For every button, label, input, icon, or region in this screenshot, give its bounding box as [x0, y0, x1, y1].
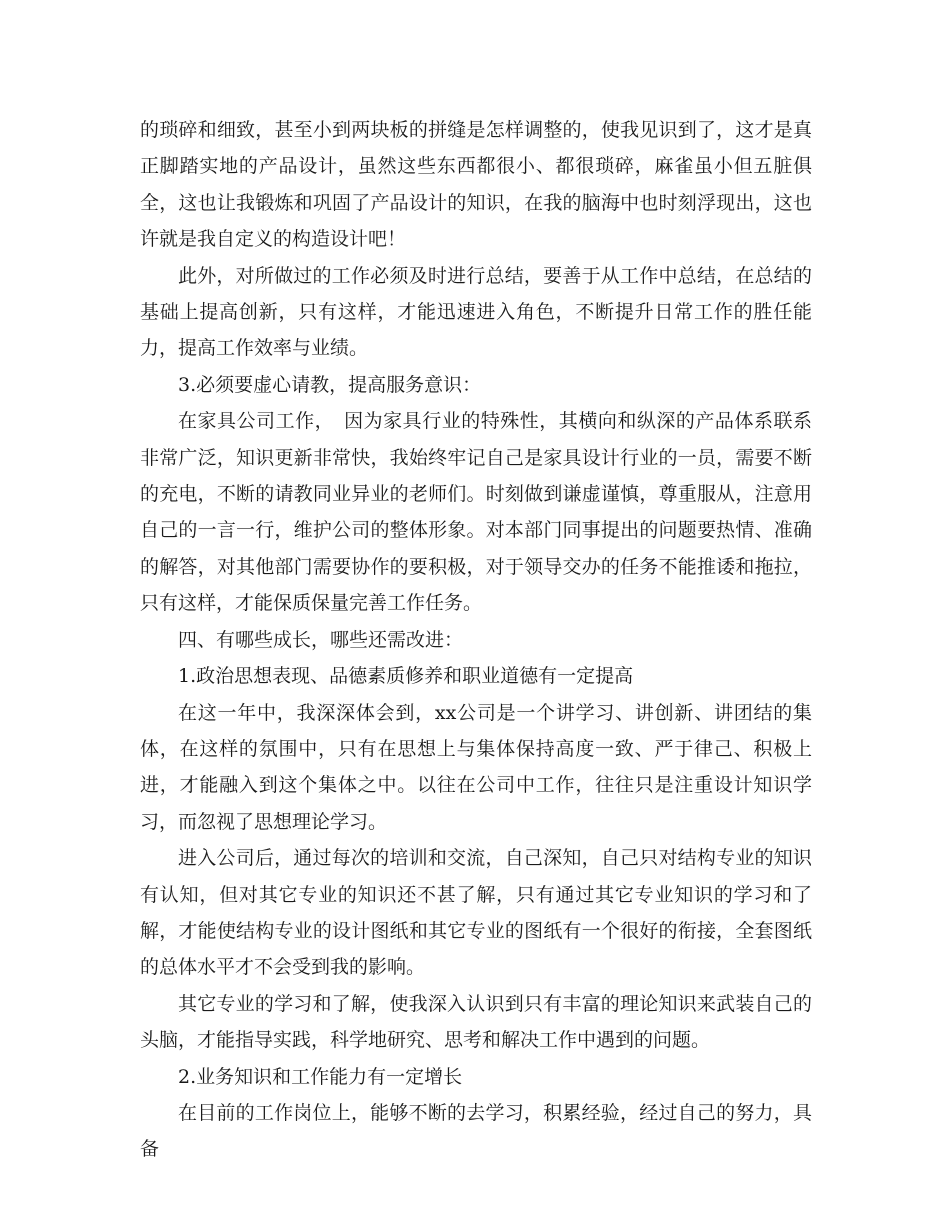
paragraph-summary: 此外，对所做过的工作必须及时进行总结，要善于从工作中总结，在总结的基础上提高创新，只有这样，才能迅速进入角色，不断提升日常工作的胜任能力，提高工作效率与业绩。: [140, 264, 812, 360]
section-heading-growth: 四、有哪些成长，哪些还需改进：: [178, 628, 464, 651]
heading-3-humble-learning: 3.必须要虚心请教，提高服务意识：: [178, 373, 482, 396]
heading-2-business-knowledge: 2.业务知识和工作能力有一定增长: [178, 1065, 463, 1088]
paragraph-furniture-company: 在家具公司工作， 因为家具行业的特殊性，其横向和纵深的产品体系联系非常广泛，知识更新非常快，我始终牢记自己是家具设计行业的一员，需要不断的充电，不断的请教同业异业的老师们。时刻做到谦虚谨慎，尊重服从，注意用自己的一言一行，维护公司的整体形象。对本部门同事提出的问题要热情、准确的解答，对其他部门需要协作的要积极，对于领导交办的任务不能推诿和拖拉，只有这样，才能保质保量完善工作任务。: [140, 410, 812, 615]
heading-1-political-thought: 1.政治思想表现、品德素质修养和职业道德有一定提高: [178, 665, 634, 688]
document-body: [140, 112, 812, 1168]
paragraph-other-specialties: 其它专业的学习和了解，使我深入认识到只有丰富的理论知识来武装自己的头脑，才能指导实践，科学地研究、思考和解决工作中遇到的问题。: [140, 992, 812, 1052]
paragraph-this-year: 在这一年中，我深深体会到，xx公司是一个讲学习、讲创新、讲团结的集体，在这样的氛围中，只有在思想上与集体保持高度一致、严于律己、积极上进，才能融入到这个集体之中。以往在公司中工作，往往只是注重设计知识学习，而忽视了思想理论学习。: [140, 701, 812, 833]
paragraph-current-position: 在目前的工作岗位上，能够不断的去学习，积累经验，经过自己的努力，具备: [140, 1101, 812, 1161]
paragraph-after-joining: 进入公司后，通过每次的培训和交流，自己深知，自己只对结构专业的知识有认知，但对其它专业的知识还不甚了解，只有通过其它专业知识的学习和了解，才能使结构专业的设计图纸和其它专业的图纸有一个很好的衔接，全套图纸的总体水平才不会受到我的影响。: [140, 847, 812, 979]
paragraph-continued: 的琐碎和细致，甚至小到两块板的拼缝是怎样调整的，使我见识到了，这才是真正脚踏实地的产品设计，虽然这些东西都很小、都很琐碎，麻雀虽小但五脏俱全，这也让我锻炼和巩固了产品设计的知识，在我的脑海中也时刻浮现出，这也许就是我自定义的构造设计吧！: [140, 119, 812, 251]
